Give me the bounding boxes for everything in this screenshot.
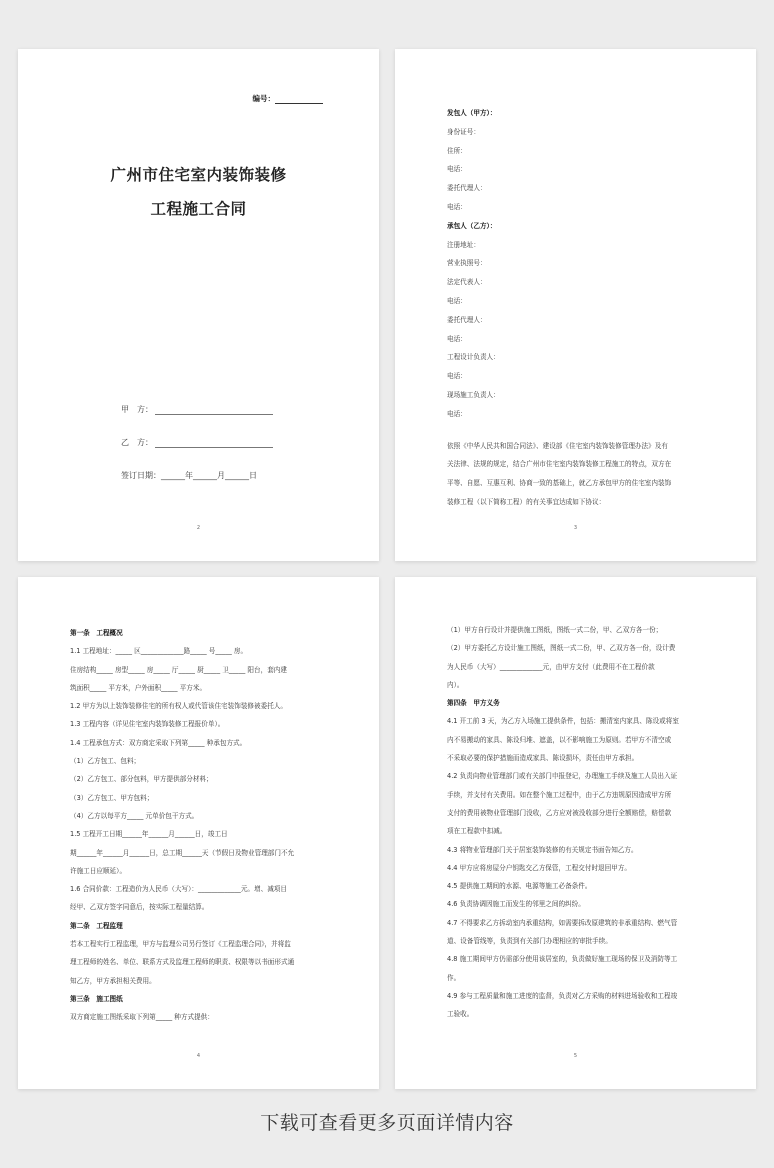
clause-line: 理工程师的姓名、单位、联系方式及监理工程师的职责、权限等以书面形式通 — [70, 958, 295, 967]
party-field: 电话： — [447, 165, 467, 174]
clause-line: 作。 — [447, 973, 461, 982]
page-number: 4 — [196, 1053, 201, 1059]
party-a-signature — [121, 404, 273, 415]
contract-number — [253, 93, 324, 104]
section-heading: 第二条 工程监理 — [70, 921, 123, 930]
party-field: 工程设计负责人： — [447, 353, 500, 362]
clause-line: 1.1 工程地址：_____ 区_____________路_____ 号_____ 房。 — [70, 647, 248, 656]
section-heading: 发包人（甲方）： — [447, 109, 497, 117]
party-a-blank — [155, 405, 273, 415]
party-b-blank — [155, 438, 273, 448]
party-field: 电话： — [447, 296, 467, 305]
parties-list — [447, 104, 708, 512]
clause-line: 4.5 提供施工期间的水源、电源等施工必备条件。 — [447, 882, 592, 891]
clause-line: 4.6 负责协调因施工而发生的邻里之间的纠纷。 — [447, 900, 585, 909]
party-a-label: 甲 方： — [121, 405, 153, 414]
preamble-line: 平等、自愿、互惠互利、协商一致的基础上，就乙方承包甲方的住宅室内装饰 — [447, 479, 672, 488]
clause-line: 1.3 工程内容（详见住宅室内装饰装修工程报价单）。 — [70, 720, 225, 729]
clause-line: 1.2 甲方为以上装饰装修住宅的所有权人或代管该住宅装饰装修被委托人。 — [70, 702, 287, 711]
clause-line: 4.9 参与工程质量和施工进度的监督，负责对乙方采购的材料进场验收和工程竣 — [447, 991, 678, 1000]
terms-1-text — [70, 624, 331, 1027]
party-field: 委托代理人： — [447, 315, 487, 324]
page-terms-2 — [395, 577, 756, 1089]
clause-line: 为人民币（大写）_____________元，由甲方支付（此费用不在工程价款 — [447, 662, 655, 671]
clause-line: 工验收。 — [447, 1010, 474, 1019]
clause-line: （4）乙方以每平方_____ 元单价包干方式。 — [70, 811, 199, 820]
party-field: 电话： — [447, 409, 467, 418]
clause-line: 期______年______月______日，总工期______天（节假日及物业管理部门不允 — [70, 848, 295, 857]
clause-line: 4.7 不得要求乙方拆动室内承重结构，如需要拆改原建筑的非承重结构、燃气管 — [447, 918, 678, 927]
clause-line: （3）乙方包工、甲方包料； — [70, 793, 154, 802]
party-field: 电话： — [447, 334, 467, 343]
clause-line: （1）乙方包工、包料； — [70, 757, 141, 766]
clause-line: 住房结构_____ 房型_____ 房_____ 厅_____ 厨_____ 卫_____ 阳台，套内建 — [70, 665, 287, 674]
signing-date: 签订日期：______年______月______日 — [121, 471, 257, 480]
clause-line: 内不易搬动的家具、陈设归堆、遮盖，以不影响施工为原则。若甲方不清空或 — [447, 735, 672, 744]
section-heading: 第四条 甲方义务 — [447, 699, 500, 708]
party-field: 现场施工负责人： — [447, 390, 500, 399]
preamble-paragraph — [447, 437, 708, 512]
party-field: 委托代理人： — [447, 184, 487, 193]
clause-line: （1）甲方自行设计并提供施工图纸，图纸一式二份，甲、乙双方各一份； — [447, 626, 663, 634]
page-number: 5 — [573, 1053, 578, 1059]
preamble-line: 装修工程（以下简称工程）的有关事宜达成如下协议： — [447, 497, 606, 506]
party-field: 身份证号： — [447, 127, 480, 136]
terms-2-text — [447, 621, 708, 1024]
clause-line: 4.3 将物业管理部门关于居室装饰装修的有关规定书面告知乙方。 — [447, 845, 638, 854]
clause-line: 内）。 — [447, 680, 464, 689]
party-b-label: 乙 方： — [121, 438, 153, 447]
party-field: 注册地址： — [447, 240, 480, 249]
party-field: 法定代表人： — [447, 278, 487, 287]
clause-line: 许施工日应顺延）。 — [70, 866, 127, 875]
clause-line: 若本工程实行工程监理，甲方与监理公司另行签订《工程监理合同》，并将监 — [70, 940, 291, 949]
section-heading: 第三条 施工图纸 — [70, 994, 123, 1003]
clause-line: 不采取必要的保护措施而造成家具、陈设损坏，责任由甲方承担。 — [447, 754, 639, 763]
party-field: 住所： — [447, 146, 467, 155]
clause-line: （2）甲方委托乙方设计施工图纸，图纸一式二份，甲、乙双方各一份，设计费 — [447, 644, 676, 653]
clause-line: 4.4 甲方应将房屋分户钥匙交乙方保管，工程交付时退回甲方。 — [447, 863, 632, 872]
contract-title-line1: 广州市住宅室内装饰装修 — [110, 166, 287, 184]
clause-line: 双方商定施工图纸采取下列第_____ 种方式提供： — [70, 1013, 214, 1022]
section-heading: 第一条 工程概况 — [70, 629, 123, 637]
section-heading: 承包人（乙方）： — [447, 221, 497, 230]
download-caption: 下载可查看更多页面详情内容 — [260, 1112, 514, 1134]
clause-line: 知乙方，甲方承担相关费用。 — [70, 976, 156, 985]
page-number: 2 — [196, 525, 201, 531]
clause-line: 1.5 工程开工日期______年______月______日，竣工日 — [70, 830, 228, 839]
clause-line: 项在工程款中扣减。 — [447, 827, 507, 836]
party-field: 电话： — [447, 372, 467, 381]
clause-line: 4.8 施工期间甲方仍需部分使用该居室的，负责做好施工现场的保卫及消防等工 — [447, 955, 678, 964]
contract-number-label: 编号： — [252, 94, 275, 103]
party-b-signature — [121, 437, 273, 448]
preamble-line: 关法律、法规的规定，结合广州市住宅室内装饰装修工程施工的特点，双方在 — [447, 460, 672, 469]
clause-line: 支付的费用被物业管理部门没收，乙方应对被没收部分进行全额赔偿，赔偿款 — [447, 808, 672, 817]
clause-line: 1.6 合同价款：工程造价为人民币（大写）：_____________元。增、减项目 — [70, 885, 287, 894]
clause-line: 4.2 负责向物业管理部门或有关部门申报登记，办理施工手续及施工人员出入证 — [447, 772, 678, 781]
clause-line: （2）乙方包工、部分包料，甲方提供部分材料； — [70, 775, 213, 784]
clause-line: 道、设备管线等，负责到有关部门办理相应的审批手续。 — [447, 937, 612, 946]
contract-title-line2: 工程施工合同 — [150, 200, 247, 218]
page-cover — [18, 49, 379, 561]
contract-number-blank — [275, 95, 323, 104]
clause-line: 筑面积_____ 平方米，户外面积_____ 平方米。 — [70, 683, 207, 692]
preamble-line: 依照《中华人民共和国合同法》、建设部《住宅室内装饰装修管理办法》及有 — [447, 441, 668, 450]
party-field: 电话： — [447, 202, 467, 211]
clause-line: 手续，并支付有关费用。如在整个施工过程中，由于乙方违规原因造成甲方所 — [447, 790, 672, 799]
page-number: 3 — [573, 525, 578, 531]
clause-line: 经甲、乙双方签字同意后，按实际工程量结算。 — [70, 903, 209, 912]
page-terms-1 — [18, 577, 379, 1089]
clause-line: 4.1 开工前 3 天，为乙方入场施工提供条件，包括：搬清室内家具、陈设或将室 — [447, 717, 679, 726]
page-parties — [395, 49, 756, 561]
clause-line: 1.4 工程承包方式：双方商定采取下列第_____ 种承包方式。 — [70, 738, 247, 747]
party-field: 营业执照号： — [447, 259, 487, 268]
